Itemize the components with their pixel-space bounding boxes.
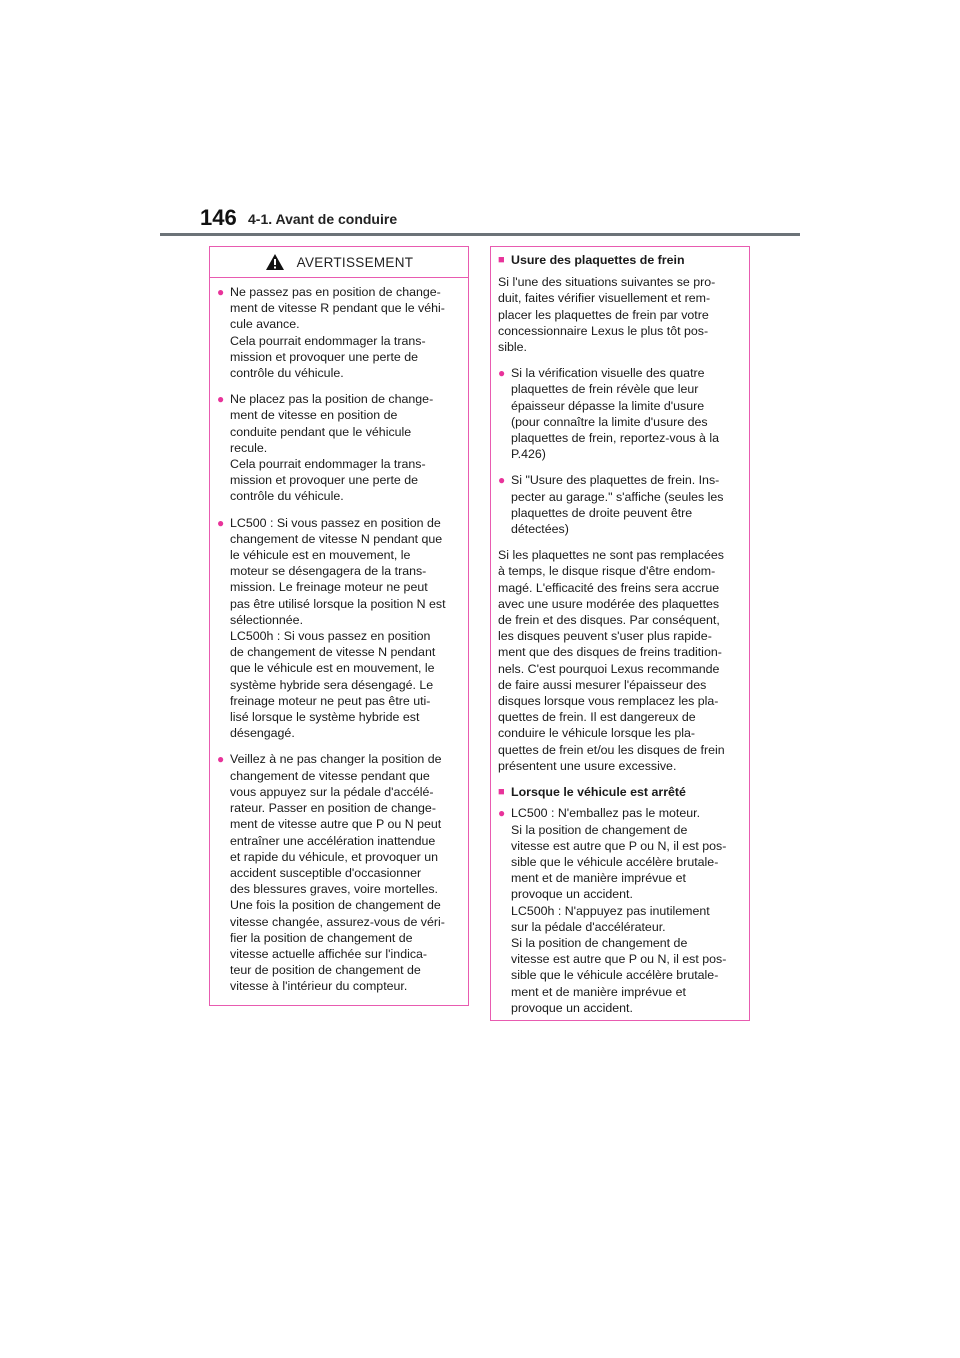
section-heading: [498, 252, 740, 268]
warning-item: [217, 751, 458, 994]
info-box: [490, 246, 750, 1021]
body-paragraph: Si les plaquettes ne sont pas remplacées à temps, le disque risque d'être endom- magé. L'efficacité des freins sera accrue avec une usure modérée des plaquettes de frein et des disques. Par conséquent, les disques peuvent s'user plus rapide- ment que des disques de freins tradition- nels. C'est pourquoi Lexus recommande de faire aussi mesurer l'épaisseur des disques lorsque vous remplacez les pla- quettes de frein. Il est dangereux de conduire le véhicule lorsque les pla- quettes de frein et/ou les disques de frein présentent une usure excessive.: [498, 548, 725, 773]
page-header: [200, 205, 800, 235]
intro-paragraph: Si l'une des situations suivantes se pro- duit, faites vérifier visuellement et rem- placer les plaquettes de frein par votre concessionnaire Lexus le plus tôt pos- sible.: [498, 275, 716, 355]
info-item-text: Si la vérification visuelle des quatre plaquettes de frein révèle que leur épaisseur dépasse la limite d'usure (pour connaître la limite d'usure des plaquettes de frein, reportez-vous à la P.426): [511, 366, 720, 462]
info-item-text: LC500 : N'emballez pas le moteur. Si la position de changement de vitesse est autre que P ou N, il est pos- sible que le véhicule accélère brutale- ment et de manière imprévue et provoque un accident. LC500h : N'appuyez pas inutilement sur la pédale d'accélérateur. Si la position de changement de vitesse est autre que P ou N, il est pos- sible que le véhicule accélère brutale- ment et de manière imprévue et provoque un accident.: [511, 806, 727, 1015]
square-bullet-icon: ■: [498, 254, 505, 266]
section-heading: [498, 784, 740, 800]
warning-item-text: LC500 : Si vous passez en position de changement de vitesse N pendant que le véhicule est en mouvement, le moteur se désengagera de la trans- mission. Le freinage moteur ne peut pas être utilisé lorsque la position N est sélectionnée. LC500h : Si vous passez en position de changement de vitesse N pendant que le véhicule est en mouvement, le système hybride sera désengagé. Le freinage moteur ne peut pas être uti- lisé lorsque le système hybride est désengagé.: [230, 515, 446, 741]
warning-item-text: Veillez à ne pas changer la position de changement de vitesse pendant que vous appuyez sur la pédale d'accélé- rateur. Passer en position de change- ment de vitesse autre que P ou N peut entraîner une accélération inattendue et rapide du véhicule, et provoquer un accident susceptible d'occasionner des blessures graves, voire mortelles. Une fois la position de changement de vitesse changée, assurez-vous de véri- fier la position de changement de vitesse actuelle affichée sur l'indica- teur de position de changement de vitesse à l'intérieur du compteur.: [230, 752, 445, 994]
warning-item: [217, 284, 458, 381]
info-item-text: Si "Usure des plaquettes de frein. Ins- pecter au garage." s'affiche (seules les plaquettes de droite peuvent être détectées): [511, 473, 724, 537]
warning-item-text: Ne placez pas la position de change- ment de vitesse en position de conduite pendant que le véhicule recule. Cela pourrait endommager la trans- mission et provoquer une perte de contrôle du véhicule.: [230, 392, 434, 504]
section-heading-text: Usure des plaquettes de frein: [511, 253, 685, 267]
warning-item-text: Ne passez pas en position de change- ment de vitesse R pendant que le véhi- cule avance. Cela pourrait endommager la trans- mission et provoquer une perte de contrôle du véhicule.: [230, 285, 445, 381]
page-number: 146: [200, 205, 237, 230]
square-bullet-icon: ■: [498, 786, 505, 799]
warning-icon: [265, 253, 285, 271]
section-heading-text: Lorsque le véhicule est arrêté: [511, 785, 686, 800]
bullet-icon: ●: [217, 392, 225, 407]
bullet-icon: ●: [217, 515, 225, 530]
warning-header: [210, 247, 468, 278]
info-item: [498, 365, 740, 462]
info-item: [498, 472, 740, 537]
warning-box: [209, 246, 469, 1006]
bullet-icon: ●: [498, 473, 506, 488]
bullet-icon: ●: [217, 752, 225, 767]
header-rule: [160, 233, 800, 236]
bullet-icon: ●: [498, 366, 506, 381]
section-title: 4-1. Avant de conduire: [248, 211, 398, 227]
warning-item: [217, 391, 458, 504]
warning-item: [217, 515, 458, 742]
bullet-icon: ●: [498, 806, 506, 821]
info-item: [498, 805, 740, 1016]
warning-title: AVERTISSEMENT: [296, 254, 414, 270]
bullet-icon: ●: [217, 285, 225, 299]
